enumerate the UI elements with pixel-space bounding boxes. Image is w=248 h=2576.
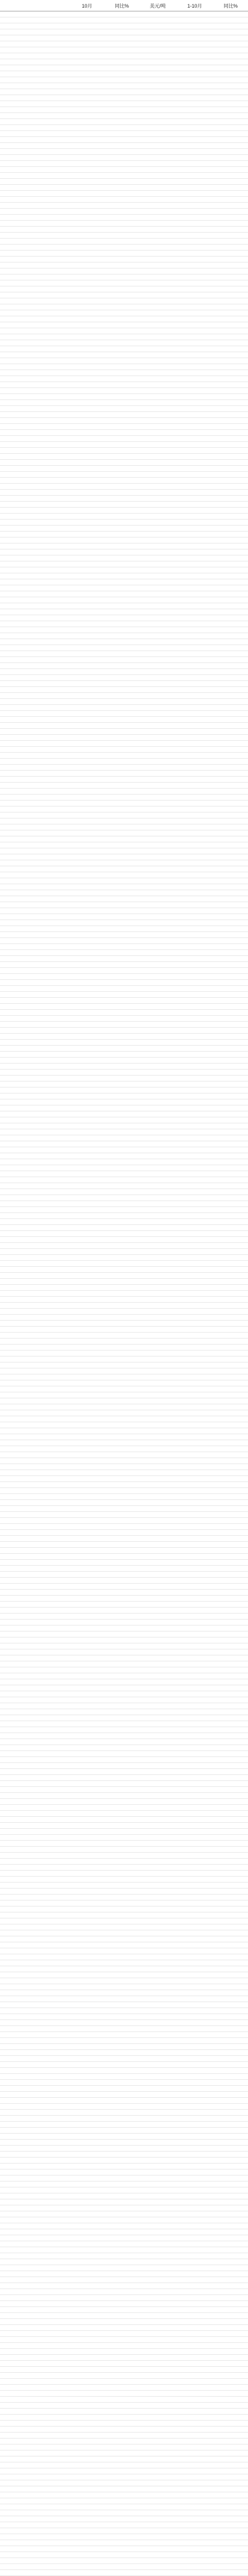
header-col-4: 1-10月 — [187, 3, 202, 9]
header-col-1: 10月 — [82, 3, 92, 9]
table-body — [0, 11, 248, 2576]
table-header — [0, 0, 248, 11]
header-col-3: 美元/吨 — [150, 3, 166, 9]
header-col-5: 同比% — [223, 3, 238, 9]
header-col-0 — [0, 0, 70, 11]
header-col-2: 同比% — [114, 3, 129, 9]
